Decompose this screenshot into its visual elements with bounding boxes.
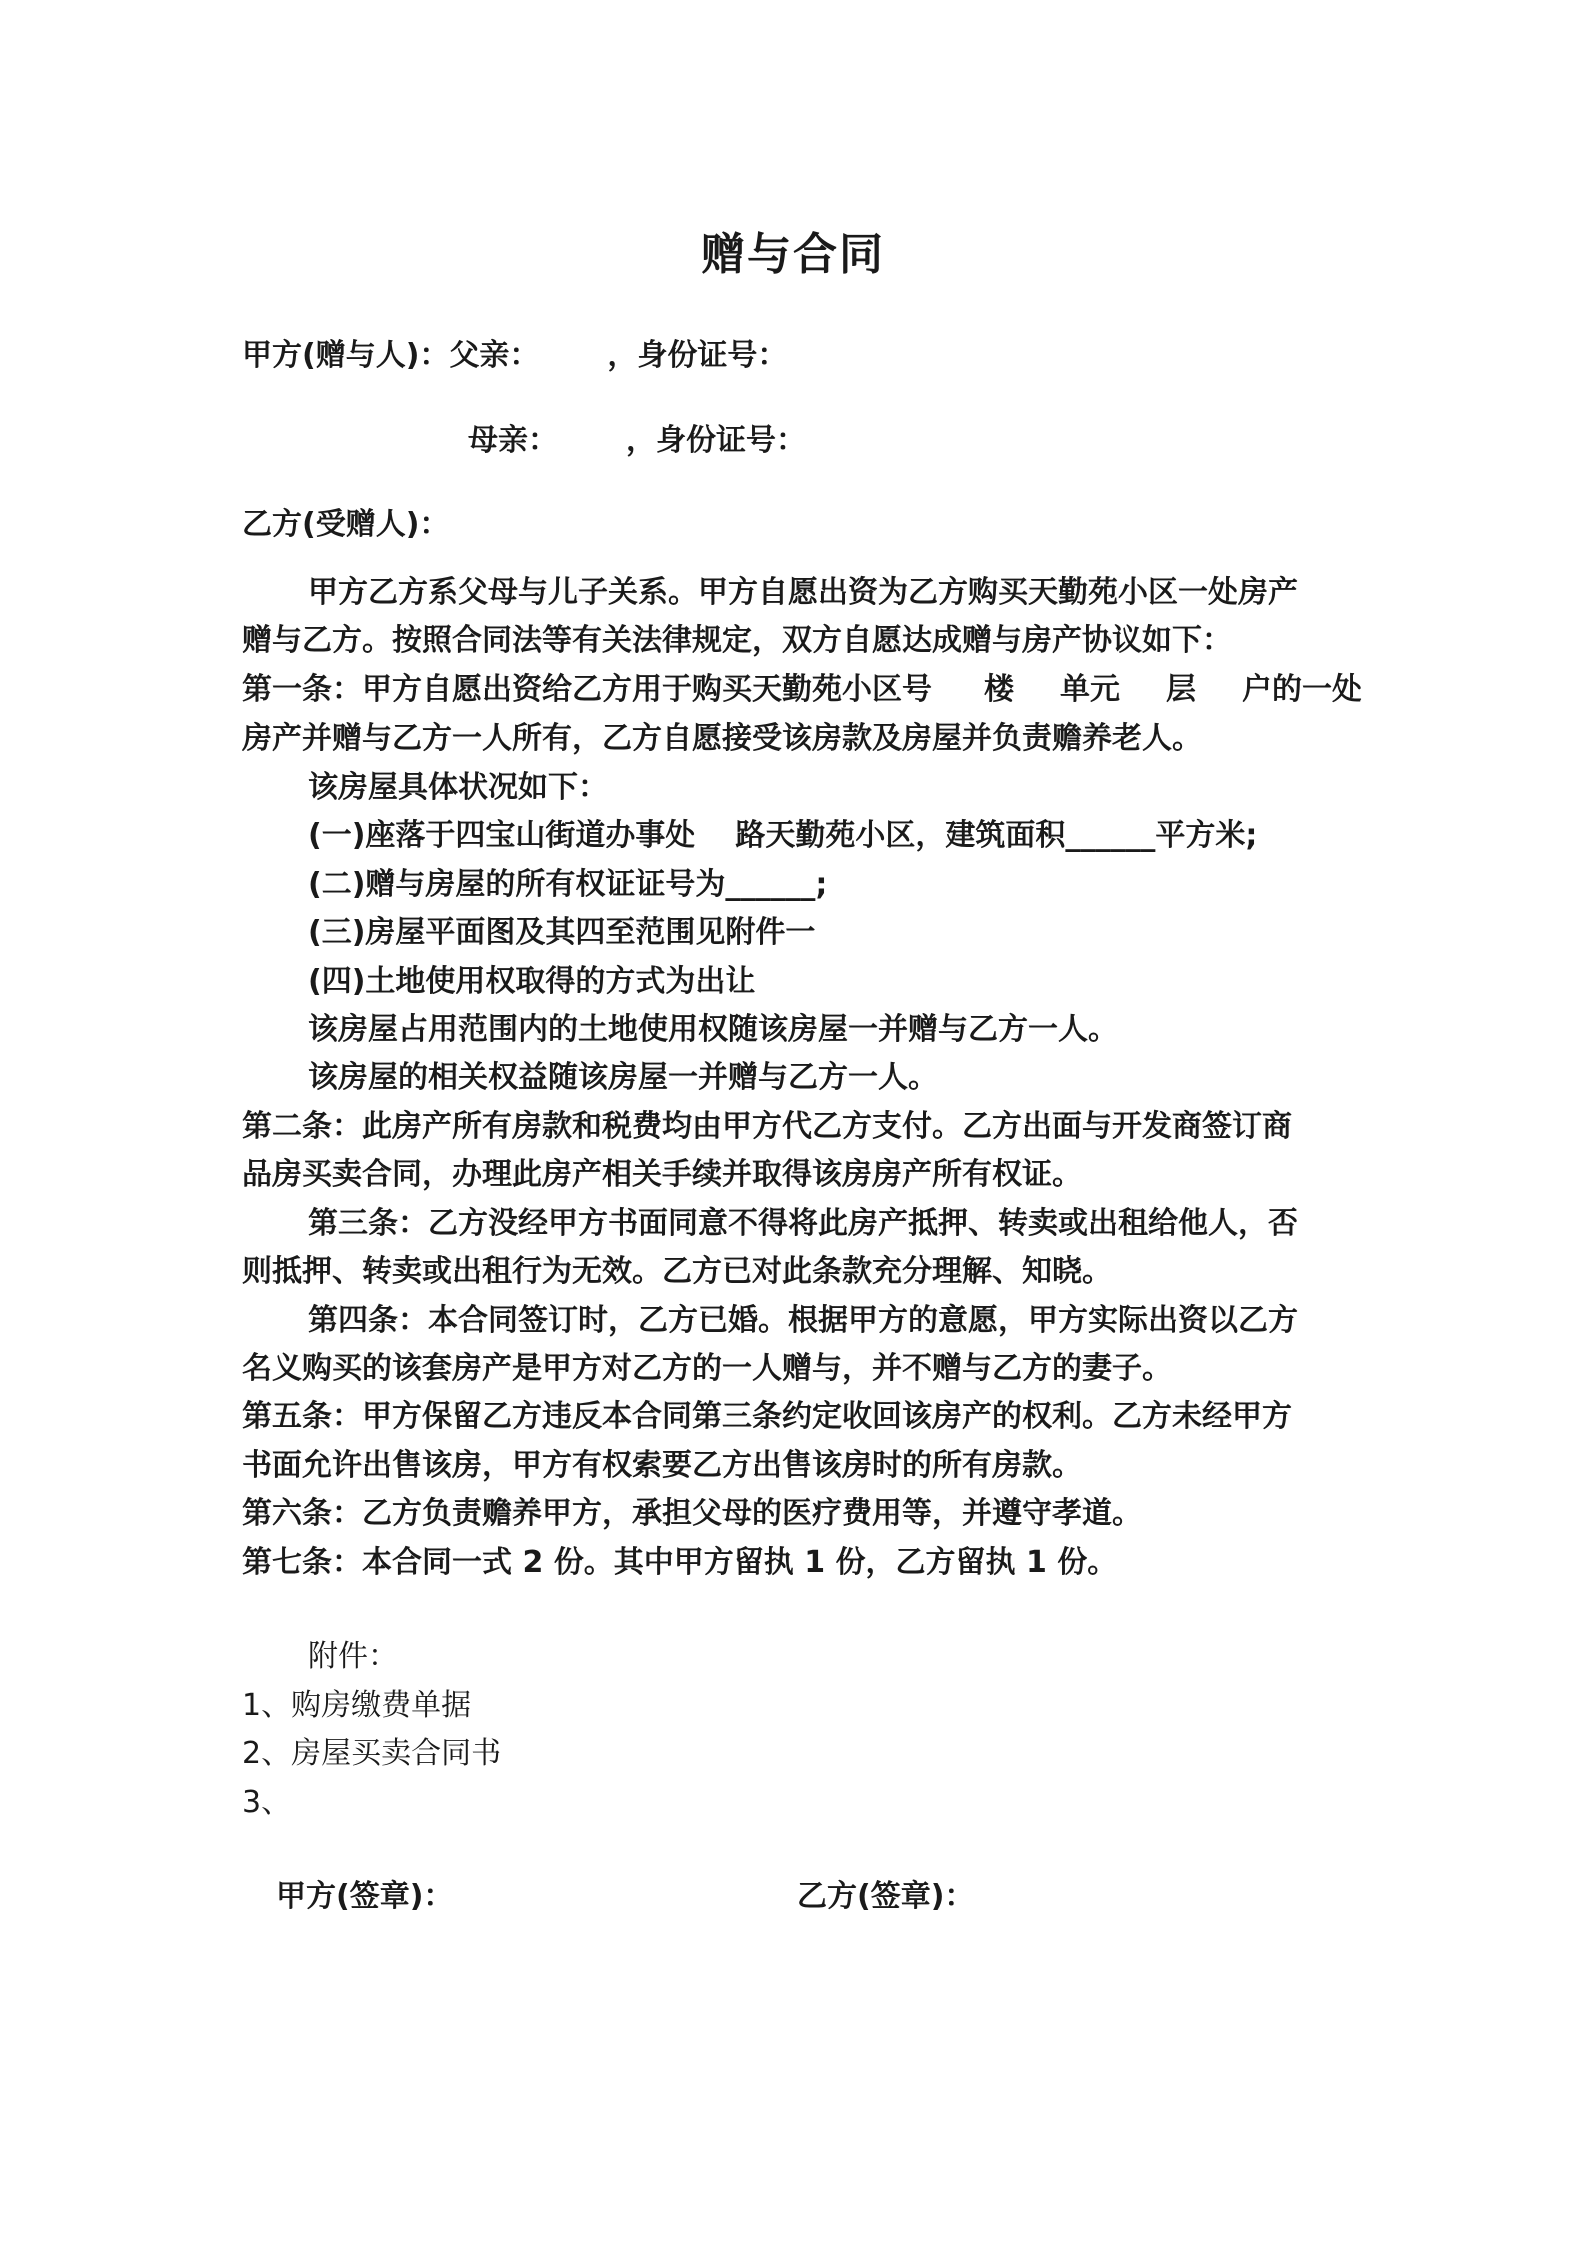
status-item-3: (三)房屋平面图及其四至范围见附件一 (308, 915, 816, 950)
attachments-heading: 附件： (308, 1639, 398, 1674)
unit-hu: 户的一处 (1242, 672, 1362, 707)
party-b-signature: 乙方(签章)： (797, 1879, 975, 1914)
party-a-signature: 甲方(签章)： (276, 1879, 454, 1914)
article-7-line-1: 第七条：本合同一式 2 份。其中甲方留执 1 份，乙方留执 1 份。 (242, 1545, 1118, 1580)
article-4-line-1: 第四条：本合同签订时，乙方已婚。根据甲方的意愿，甲方实际出资以乙方 (308, 1303, 1298, 1338)
status-item-1-b: 路天勤苑小区，建筑面积______平方米; (735, 818, 1258, 853)
page-title: 赠与合同 (701, 229, 885, 280)
article-6-line-1: 第六条：乙方负责赡养甲方，承担父母的医疗费用等，并遵守孝道。 (242, 1496, 1142, 1531)
article-1-label: 第一条： (242, 672, 362, 707)
article-3-line-2: 则抵押、转卖或出租行为无效。乙方已对此条款充分理解、知晓。 (242, 1254, 1112, 1289)
status-item-1-a: (一)座落于四宝山街道办事处 (308, 818, 696, 853)
article-5-line-2: 书面允许出售该房，甲方有权索要乙方出售该房时的所有房款。 (242, 1448, 1082, 1483)
article-2-line-2: 品房买卖合同，办理此房产相关手续并取得该房房产所有权证。 (242, 1157, 1082, 1192)
attachment-item: 2、房屋买卖合同书 (242, 1736, 502, 1771)
article-1-line-1 (242, 670, 1362, 710)
mother-row (468, 421, 806, 461)
father-id-label: ，身份证号： (607, 338, 788, 373)
article-5-line-1: 第五条：甲方保留乙方违反本合同第三条约定收回该房产的权利。乙方未经甲方 (242, 1399, 1292, 1434)
unit-lou: 楼 (984, 672, 1014, 707)
attachment-item: 3、 (242, 1785, 292, 1820)
party-a-row (242, 336, 787, 376)
intro-line-2: 赠与乙方。按照合同法等有关法律规定，双方自愿达成赠与房产协议如下： (242, 623, 1232, 658)
party-a-label: 甲方(赠与人)： (242, 338, 450, 373)
article-2-line-1: 第二条：此房产所有房款和税费均由甲方代乙方支付。乙方出面与开发商签订商 (242, 1109, 1292, 1144)
status-item-2: (二)赠与房屋的所有权证证号为______; (308, 867, 828, 902)
father-label: 父亲： (449, 338, 540, 373)
status-item-4: (四)土地使用权取得的方式为出让 (308, 964, 756, 999)
status-item-1 (308, 816, 1257, 856)
land-use-line: 该房屋占用范围内的土地使用权随该房屋一并赠与乙方一人。 (308, 1012, 1118, 1047)
mother-label: 母亲： (468, 423, 558, 458)
rights-line: 该房屋的相关权益随该房屋一并赠与乙方一人。 (308, 1060, 938, 1095)
article-1-text: 甲方自愿出资给乙方用于购买天勤苑小区号 (362, 672, 932, 707)
article-1-line-2: 房产并赠与乙方一人所有，乙方自愿接受该房款及房屋并负责赡养老人。 (242, 721, 1202, 756)
mother-id-label: ，身份证号： (626, 423, 806, 458)
party-b-label: 乙方(受赠人)： (242, 507, 450, 542)
article-4-line-2: 名义购买的该套房产是甲方对乙方的一人赠与，并不赠与乙方的妻子。 (242, 1351, 1172, 1386)
unit-danyuan: 单元 (1060, 672, 1120, 707)
article-3-line-1: 第三条：乙方没经甲方书面同意不得将此房产抵押、转卖或出租给他人，否 (308, 1206, 1298, 1241)
attachment-item: 1、购房缴费单据 (242, 1688, 472, 1723)
unit-ceng: 层 (1166, 672, 1196, 707)
intro-line-1: 甲方乙方系父母与儿子关系。甲方自愿出资为乙方购买天勤苑小区一处房产 (308, 575, 1298, 610)
status-heading: 该房屋具体状况如下： (308, 770, 608, 805)
